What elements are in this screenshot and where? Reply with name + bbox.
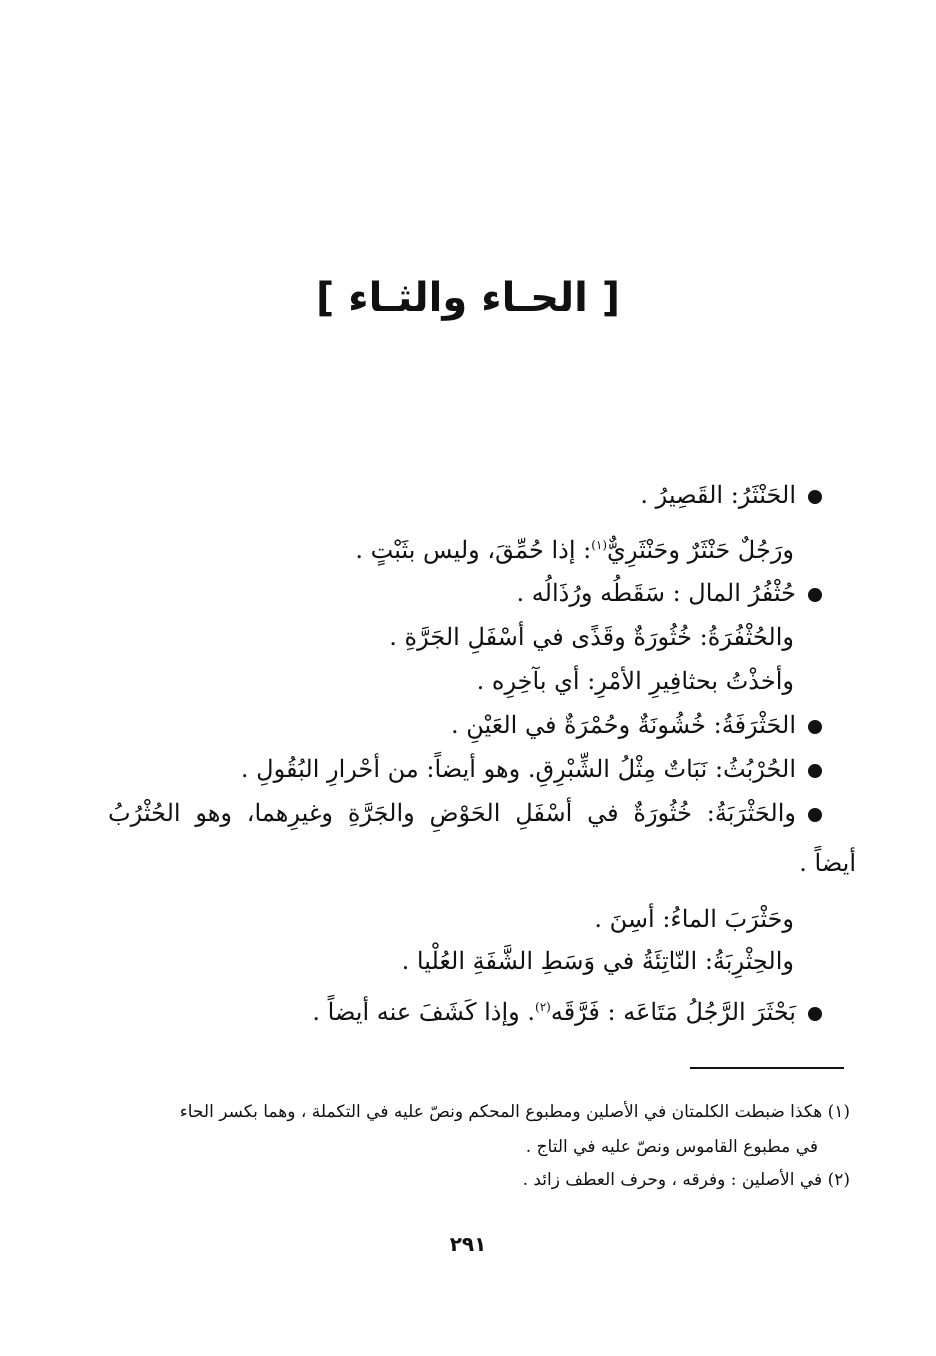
entry-line: الحَثْرَفَةُ: خُشُونَةٌ وحُمْرَةٌ في العَيْنِ .	[451, 708, 822, 742]
bullet-icon	[808, 490, 822, 504]
bullet-icon	[808, 1007, 822, 1021]
footnote-ref: (٢)	[535, 1000, 551, 1014]
entry-line: وحَثْرَبَ الماءُ: أسِنَ .	[594, 905, 794, 933]
footnote-1: (١) هكذا ضبطت الكلمتان في الأصلين ومطبوع المحكم ونصّ عليه في التكملة ، وهما بكسر الحاء	[179, 1102, 850, 1122]
bullet-icon	[808, 720, 822, 734]
entry-line: والحَثْرَبَةُ: خُثُورَةٌ في أسْفَلِ الحَوْضِ والجَرَّةِ وغيرِهما، وهو الحُثْرُبُ	[108, 796, 822, 830]
footnote-1-continued: في مطبوع القاموس ونصّ عليه في التاج .	[525, 1137, 818, 1157]
entry-line: وأخذْتُ بحثافِيرِ الأمْرِ: أي بآخِرِه .	[476, 667, 794, 695]
footnote-divider	[690, 1067, 844, 1069]
entry-line: والحِثْرِبَةُ: النّاتِئَةُ في وَسَطِ الشَّفَةِ العُلْيا .	[401, 947, 794, 975]
footnote-2: (٢) في الأصلين : وفرقه ، وحرف العطف زائد .	[522, 1170, 850, 1190]
entry-line: الحُرْبُثُ: نَبَاتٌ مِثْلُ الشِّبْرِقِ. وهو أيضاً: من أحْرارِ البُقُولِ .	[241, 752, 822, 786]
section-heading: [ الحـاء والثـاء ]	[315, 275, 621, 321]
bullet-icon	[808, 808, 822, 822]
entry-line: حُثْفُرُ المال : سَقَطُه ورُذَالُه .	[517, 576, 822, 610]
entry-line: بَحْثَرَ الرَّجُلُ مَتَاعَه : فَرَّقَه$^{(٢)}$. وإذا كَشَفَ عنه أيضاً .	[312, 990, 822, 1029]
bullet-icon	[808, 588, 822, 602]
entry-line: والحُثْفُرَةُ: خُثُورَةٌ وقَذًى في أسْفَلِ الجَرَّةِ .	[389, 623, 794, 651]
page-number: ٢٩١	[449, 1232, 487, 1256]
footnote-ref: (١)	[591, 538, 608, 552]
bullet-icon	[808, 764, 822, 778]
entry-line: أيضاً .	[799, 849, 856, 877]
entry-line: ورَجُلٌ حَنْثَرٌ وحَنْثَرِيٌّ$^{(١)}$: إذا حُمِّقَ، وليس بثَبْتٍ .	[355, 536, 794, 564]
entry-line: الحَنْثَرُ: القَصِيرُ .	[640, 478, 822, 512]
